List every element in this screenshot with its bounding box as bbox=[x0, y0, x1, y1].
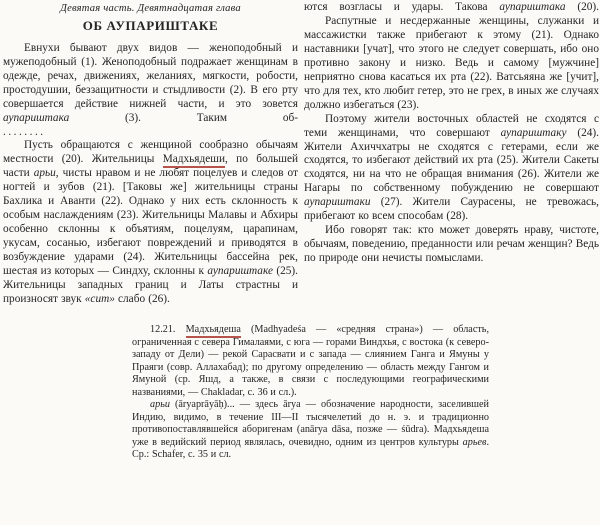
chapter-heading: Девятая часть. Девятнадцатая глава bbox=[60, 3, 241, 14]
text-segment: , чисты нравом и не любят поцелуев и следов от ногтей и зубов (21). [Таковы же] жительницы страны Бахлика и Аванти (22). Однако у них есть склонность к особым наслаждениям (23). Жительницы Малавы и Абхиры особенно склонны к объятиям, поцелуям, царапинам, укусам, сосанью, избегают повреждений и приводятся в возбуждение ударами (24). Жительницы бассейна рек, шестая из которых — Синдху, склонны к bbox=[3, 167, 298, 277]
text-segment: (3). Таким об- bbox=[69, 111, 298, 124]
text-segment: (25). Жительницы западных границ и Латы страстны и произносят звук bbox=[3, 264, 298, 305]
italic-term: аупариштака bbox=[499, 1, 566, 13]
paragraph-saying bbox=[304, 224, 599, 266]
footnote-aryas bbox=[132, 399, 489, 462]
italic-term: «сит» bbox=[84, 292, 115, 305]
text-segment: Пусть обращаются с женщиной сообразно обычаям местности (20). Жительницы bbox=[3, 139, 298, 166]
text-segment: ются возгласы и удары. Такова bbox=[304, 1, 500, 13]
text-segment: (27). Жители Саурасены, не тревожась, прибегают ко всем способам (28). bbox=[304, 196, 599, 223]
commentary-block bbox=[132, 324, 489, 462]
paragraph-eastern-regions bbox=[304, 113, 599, 225]
omission-dots: ........ bbox=[3, 125, 46, 138]
paragraph-dissolute-women bbox=[304, 15, 599, 113]
footnote-madhyadesha bbox=[132, 324, 489, 399]
text-segment: Ибо говорят так: кто может доверять нраву, чистоте, обычаям, поведению, преданности или речам женщин? Ведь по природе они нечисты помыслами. bbox=[304, 224, 599, 265]
paragraph-continuation bbox=[304, 1, 599, 15]
text-segment: слабо (26). bbox=[114, 292, 170, 305]
red-underlined-term: Мадхьядеши bbox=[163, 153, 225, 168]
paragraph-eunuch-types bbox=[3, 42, 298, 126]
text-segment: (āryaprāyāḥ)... — здесь ārya — обозначение народности, заселившей Индию, видимо, в течение III—II тысячелетий до н. э. и традиционно противопоставлявшейся аборигенам (anārya dāsa, позже — śūdra). Мадхьядеша уже в ведийский период являлась, очевидно, одним из центров культуры bbox=[132, 399, 489, 448]
italic-term: арьи bbox=[33, 167, 56, 180]
text-segment: 12.21. bbox=[150, 324, 186, 335]
italic-term: аупариштаку bbox=[500, 126, 567, 139]
text-segment: (20). bbox=[565, 1, 599, 13]
text-segment: Евнухи бывают двух видов — женоподобный и мужеподобный (1). Женоподобный подражает женщинам в одежде, речах, движениях, желаниях, мягкости, робости, простодушии, беззащитности и стыдливости (2). В его рту совершается действие нижней части, и это зовется bbox=[3, 42, 298, 110]
red-underlined-term: Мадхьядеша bbox=[186, 324, 241, 338]
paragraph-local-customs bbox=[3, 139, 298, 306]
italic-term: аупариштаке bbox=[207, 264, 273, 277]
right-column bbox=[304, 1, 599, 266]
italic-term: арьи bbox=[150, 399, 170, 411]
text-segment: . Ср.: Schafer, с. 35 и сл. bbox=[132, 436, 489, 461]
italic-term: аупариштаки bbox=[304, 196, 371, 209]
left-column bbox=[3, 2, 298, 307]
text-segment: Распутные и несдержанные женщины, служанки и массажистки также прибегают к этому (21). Однако наставники [учат], что этого не следует совершать, ибо оно противно закону и низко. Ведь и самому [мужчине] неприятно снова касаться их рта (22). Ватсьяяна же [учит], что для тех, кто любит гетер, это не грех, в иных же случаях должно избегаться (23). bbox=[304, 14, 599, 111]
section-title: ОБ АУПАРИШТАКЕ bbox=[82, 18, 219, 33]
text-segment: , по большей части bbox=[3, 153, 298, 180]
text-segment: (24). Жители Ахиччхатры не сходятся с гетерами, если же сходятся, то избегают действий их рта (25). Жители Сакеты сходятся, ни на что не обращая внимания (26). Жители же Нагары по собственному побуждению не совершают bbox=[304, 126, 599, 195]
text-segment: Поэтому жители восточных областей не сходятся с теми женщинами, что совершают bbox=[304, 112, 599, 139]
italic-term: аупариштака bbox=[3, 111, 70, 124]
text-segment: (Madhyadeśa — «средняя страна») — область, ограниченная с севера Гималаями, с юга — горами Виндхья, с востока (к северо-западу от Дели) — рекой Сарасвати и с запада — слиянием Ганга и Ямуны у Праяги (совр. Аллахабад); по другому определению — область между Гангом и Ямуной (ср. Яшд, а также, в связи с последующими географическими названиями, — Chakladar, с. 36 и сл.). bbox=[132, 324, 489, 398]
italic-term: арьев bbox=[462, 436, 487, 448]
